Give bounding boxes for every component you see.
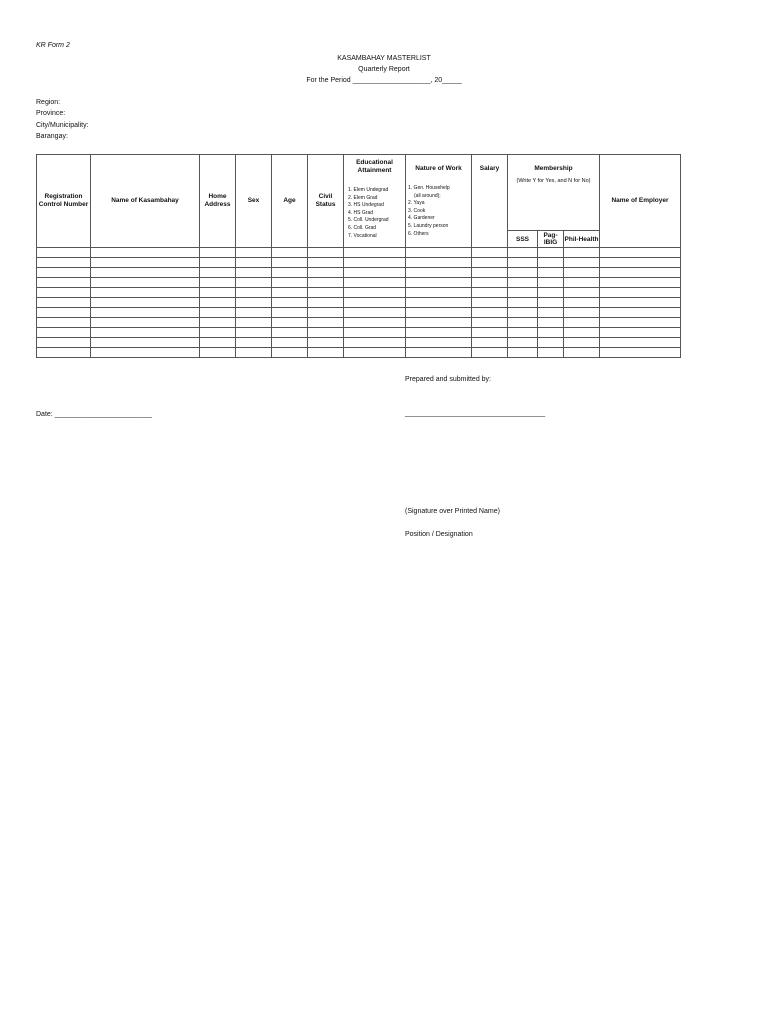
header-salary xyxy=(472,155,508,248)
table-cell[interactable] xyxy=(91,328,200,338)
table-cell[interactable] xyxy=(472,308,508,318)
header-sss: SSS xyxy=(508,231,538,248)
table-cell[interactable] xyxy=(538,318,564,328)
table-cell[interactable] xyxy=(37,348,91,358)
work-option: 6. Others xyxy=(408,230,429,237)
table-cell[interactable] xyxy=(200,348,236,358)
table-row xyxy=(37,258,681,268)
table-cell[interactable] xyxy=(472,348,508,358)
table-cell[interactable] xyxy=(200,258,236,268)
table-cell[interactable] xyxy=(508,318,538,328)
table-cell[interactable] xyxy=(91,278,200,288)
table-cell[interactable] xyxy=(508,248,538,258)
table-cell[interactable] xyxy=(564,278,600,288)
table-cell[interactable] xyxy=(508,338,538,348)
table-cell[interactable] xyxy=(508,268,538,278)
salary-header-label: Salary xyxy=(479,165,500,172)
work-options xyxy=(406,185,471,238)
table-cell[interactable] xyxy=(200,288,236,298)
table-cell[interactable] xyxy=(91,258,200,268)
table-cell[interactable] xyxy=(406,268,472,278)
table-cell[interactable] xyxy=(406,298,472,308)
table-cell[interactable] xyxy=(200,328,236,338)
table-cell[interactable] xyxy=(406,278,472,288)
table-cell[interactable] xyxy=(406,308,472,318)
table-cell[interactable] xyxy=(236,268,272,278)
table-cell[interactable] xyxy=(344,258,406,268)
table-cell[interactable] xyxy=(200,248,236,258)
form-id: KR Form 2 xyxy=(36,42,70,49)
table-cell[interactable] xyxy=(406,258,472,268)
work-option: (all around); xyxy=(414,192,441,199)
table-cell[interactable] xyxy=(91,318,200,328)
table-cell[interactable] xyxy=(37,258,91,268)
table-cell[interactable] xyxy=(564,348,600,358)
table-cell[interactable] xyxy=(508,328,538,338)
table-cell[interactable] xyxy=(600,298,681,308)
table-cell[interactable] xyxy=(538,308,564,318)
table-cell[interactable] xyxy=(200,278,236,288)
header-nature-of-work xyxy=(406,155,472,248)
table-cell[interactable] xyxy=(272,298,308,308)
work-option: 3. Cook xyxy=(408,207,426,214)
work-header-label: Nature of Work xyxy=(415,165,462,172)
position-caption: Position / Designation xyxy=(405,531,473,538)
barangay-label: Barangay: xyxy=(36,133,68,140)
table-cell[interactable] xyxy=(344,328,406,338)
table-cell[interactable] xyxy=(344,268,406,278)
table-cell[interactable] xyxy=(472,278,508,288)
table-cell[interactable] xyxy=(508,348,538,358)
table-cell[interactable] xyxy=(472,258,508,268)
header-sex: Sex xyxy=(236,155,272,248)
table-cell[interactable] xyxy=(344,248,406,258)
table-cell[interactable] xyxy=(272,308,308,318)
table-cell[interactable] xyxy=(538,258,564,268)
table-cell[interactable] xyxy=(538,328,564,338)
table-cell[interactable] xyxy=(236,278,272,288)
table-cell[interactable] xyxy=(406,248,472,258)
table-cell[interactable] xyxy=(91,268,200,278)
table-row xyxy=(37,278,681,288)
educ-option: 6. Coll. Grad xyxy=(348,224,377,231)
table-cell[interactable] xyxy=(538,338,564,348)
header-name-of-employer: Name of Employer xyxy=(600,155,681,248)
table-cell[interactable] xyxy=(308,348,344,358)
table-cell[interactable] xyxy=(600,348,681,358)
table-row xyxy=(37,268,681,278)
table-cell[interactable] xyxy=(308,308,344,318)
table-cell[interactable] xyxy=(406,318,472,328)
table-cell[interactable] xyxy=(308,278,344,288)
table-cell[interactable] xyxy=(472,328,508,338)
table-cell[interactable] xyxy=(600,278,681,288)
table-cell[interactable] xyxy=(37,268,91,278)
document-title: KASAMBAHAY MASTERLIST xyxy=(337,55,431,62)
prepared-by-label: Prepared and submitted by: xyxy=(405,376,491,383)
table-cell[interactable] xyxy=(308,248,344,258)
city-label: City/Municipality: xyxy=(36,122,89,129)
table-row xyxy=(37,338,681,348)
table-cell[interactable] xyxy=(236,258,272,268)
table-cell[interactable] xyxy=(508,258,538,268)
header-membership xyxy=(508,155,600,231)
work-option: 5. Laundry person xyxy=(408,222,449,229)
table-cell[interactable] xyxy=(272,268,308,278)
table-cell[interactable] xyxy=(600,248,681,258)
table-cell[interactable] xyxy=(538,268,564,278)
table-cell[interactable] xyxy=(37,318,91,328)
table-cell[interactable] xyxy=(564,268,600,278)
table-cell[interactable] xyxy=(37,288,91,298)
table-cell[interactable] xyxy=(564,288,600,298)
table-cell[interactable] xyxy=(472,298,508,308)
table-cell[interactable] xyxy=(308,328,344,338)
membership-header-label: Membership xyxy=(534,165,573,172)
table-cell[interactable] xyxy=(236,298,272,308)
period-line: For the Period ____________________, 20_____ xyxy=(306,77,462,84)
educ-option: 3. HS Undegrad xyxy=(348,202,384,209)
table-cell[interactable] xyxy=(91,308,200,318)
table-cell[interactable] xyxy=(308,258,344,268)
masterlist-table xyxy=(36,154,681,358)
table-cell[interactable] xyxy=(508,308,538,318)
table-cell[interactable] xyxy=(508,288,538,298)
educ-option: 7. Vocational xyxy=(348,232,377,239)
table-cell[interactable] xyxy=(236,318,272,328)
table-row xyxy=(37,328,681,338)
table-cell[interactable] xyxy=(564,338,600,348)
signature-line: ____________________________________ xyxy=(405,410,546,417)
table-cell[interactable] xyxy=(236,248,272,258)
table-cell[interactable] xyxy=(308,268,344,278)
table-cell[interactable] xyxy=(508,298,538,308)
table-row xyxy=(37,298,681,308)
table-cell[interactable] xyxy=(91,288,200,298)
table-cell[interactable] xyxy=(600,328,681,338)
table-cell[interactable] xyxy=(200,298,236,308)
table-cell[interactable] xyxy=(272,258,308,268)
table-cell[interactable] xyxy=(508,278,538,288)
table-cell[interactable] xyxy=(37,328,91,338)
table-cell[interactable] xyxy=(37,248,91,258)
educ-option: 4. HS Grad xyxy=(348,209,374,216)
header-home-address: Home Address xyxy=(200,155,236,248)
table-cell[interactable] xyxy=(37,298,91,308)
date-field: Date: _________________________ xyxy=(36,411,153,418)
membership-note: (Write Y for Yes, and N for No) xyxy=(516,178,591,184)
table-cell[interactable] xyxy=(472,338,508,348)
table-cell[interactable] xyxy=(600,318,681,328)
table-cell[interactable] xyxy=(600,258,681,268)
table-cell[interactable] xyxy=(472,288,508,298)
table-row xyxy=(37,348,681,358)
work-option: 2. Yaya xyxy=(408,200,425,207)
table-cell[interactable] xyxy=(538,288,564,298)
header-pag-ibig: Pag-IBIG xyxy=(538,231,564,248)
educ-options xyxy=(346,187,403,240)
table-cell[interactable] xyxy=(37,338,91,348)
table-cell[interactable] xyxy=(472,248,508,258)
table-cell[interactable] xyxy=(406,328,472,338)
header-civil-status: Civil Status xyxy=(308,155,344,248)
table-cell[interactable] xyxy=(344,288,406,298)
table-row xyxy=(37,318,681,328)
table-cell[interactable] xyxy=(600,288,681,298)
table-cell[interactable] xyxy=(272,318,308,328)
table-cell[interactable] xyxy=(308,338,344,348)
educ-option: 1. Elem Undegrad xyxy=(348,187,389,193)
header-phil-health: Phil-Health xyxy=(564,231,600,248)
table-cell[interactable] xyxy=(200,338,236,348)
table-cell[interactable] xyxy=(308,318,344,328)
table-cell[interactable] xyxy=(272,248,308,258)
table-cell[interactable] xyxy=(236,348,272,358)
table-cell[interactable] xyxy=(272,338,308,348)
table-cell[interactable] xyxy=(600,268,681,278)
table-cell[interactable] xyxy=(564,248,600,258)
header-name-of-kasambahay: Name of Kasambahay xyxy=(91,155,200,248)
table-cell[interactable] xyxy=(538,248,564,258)
table-cell[interactable] xyxy=(200,318,236,328)
table-cell[interactable] xyxy=(344,308,406,318)
table-cell[interactable] xyxy=(344,338,406,348)
table-cell[interactable] xyxy=(564,318,600,328)
work-option: 1. Gen. Househelp xyxy=(408,185,450,191)
educ-option: 2. Elem Grad xyxy=(348,194,378,201)
province-label: Province: xyxy=(36,110,66,117)
educ-header-label: Educational Attainment xyxy=(356,159,393,174)
table-row xyxy=(37,248,681,258)
table-cell[interactable] xyxy=(538,278,564,288)
table-cell[interactable] xyxy=(236,288,272,298)
document-subtitle: Quarterly Report xyxy=(358,66,410,73)
table-cell[interactable] xyxy=(200,268,236,278)
table-cell[interactable] xyxy=(272,288,308,298)
educ-option: 5. Coll. Undergrad xyxy=(348,217,389,224)
table-cell[interactable] xyxy=(272,328,308,338)
table-row xyxy=(37,308,681,318)
table-cell[interactable] xyxy=(37,308,91,318)
table-cell[interactable] xyxy=(272,348,308,358)
table-cell[interactable] xyxy=(538,348,564,358)
table-cell[interactable] xyxy=(472,318,508,328)
table-cell[interactable] xyxy=(538,298,564,308)
table-cell[interactable] xyxy=(236,328,272,338)
table-cell[interactable] xyxy=(272,278,308,288)
table-cell[interactable] xyxy=(344,278,406,288)
table-cell[interactable] xyxy=(308,298,344,308)
table-cell[interactable] xyxy=(406,338,472,348)
table-cell[interactable] xyxy=(91,298,200,308)
table-cell[interactable] xyxy=(600,338,681,348)
table-cell[interactable] xyxy=(200,308,236,318)
table-cell[interactable] xyxy=(406,288,472,298)
table-cell[interactable] xyxy=(344,348,406,358)
signature-caption: (Signature over Printed Name) xyxy=(405,508,500,515)
table-cell[interactable] xyxy=(236,338,272,348)
table-cell[interactable] xyxy=(564,298,600,308)
table-cell[interactable] xyxy=(564,258,600,268)
table-cell[interactable] xyxy=(344,298,406,308)
table-cell[interactable] xyxy=(564,308,600,318)
table-cell[interactable] xyxy=(406,348,472,358)
region-label: Region: xyxy=(36,99,61,106)
table-cell[interactable] xyxy=(308,288,344,298)
table-cell[interactable] xyxy=(91,348,200,358)
header-educational-attainment xyxy=(344,155,406,248)
table-cell[interactable] xyxy=(472,268,508,278)
table-cell[interactable] xyxy=(600,308,681,318)
header-registration-control-number: Registration Control Number xyxy=(37,155,91,248)
table-cell[interactable] xyxy=(37,278,91,288)
table-cell[interactable] xyxy=(236,308,272,318)
table-cell[interactable] xyxy=(564,328,600,338)
header-age: Age xyxy=(272,155,308,248)
table-cell[interactable] xyxy=(344,318,406,328)
table-row xyxy=(37,288,681,298)
work-option: 4. Gardener xyxy=(408,215,435,222)
table-cell[interactable] xyxy=(91,248,200,258)
table-cell[interactable] xyxy=(91,338,200,348)
